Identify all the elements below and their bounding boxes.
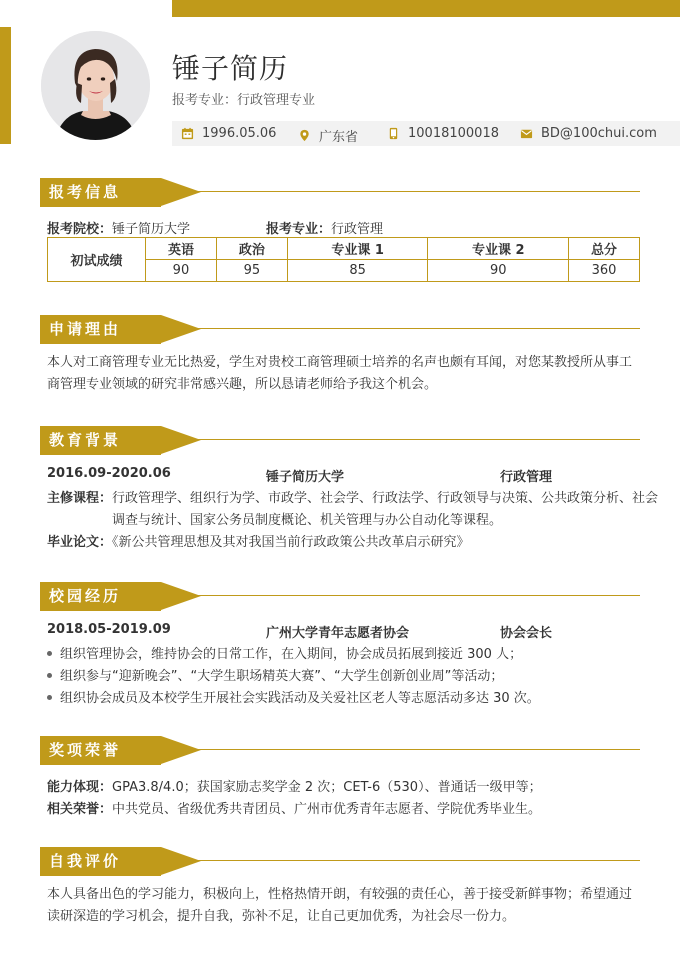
campus-org: 广州大学青年志愿者协会	[266, 626, 410, 641]
education-period: 2016.09-2020.06	[47, 466, 171, 481]
section-title: 校园经历	[40, 582, 161, 611]
score-header: 专业课 1	[287, 238, 428, 260]
section-header-education	[40, 426, 640, 455]
thesis-label: 毕业论文：	[47, 535, 113, 550]
section-arrow	[161, 178, 201, 206]
location-text: 广东省	[319, 130, 359, 145]
courses-text-2: 调查与统计、国家公务员制度概论、机关管理与办公自动化等课程。	[112, 513, 503, 528]
section-arrow	[161, 426, 201, 454]
thesis-title: 《新公共管理思想及其对我国当前行政政策公共改革启示研究》	[112, 535, 470, 550]
campus-bullet-text: 组织管理协会，维持协会的日常工作，在入期间，协会成员拓展到接近 300 人；	[60, 647, 523, 662]
section-arrow	[161, 582, 201, 610]
education-school: 锤子简历大学	[266, 470, 345, 485]
section-title: 报考信息	[40, 178, 161, 207]
score-header: 英语	[146, 238, 217, 260]
section-divider	[158, 860, 640, 861]
campus-bullet-text: 组织参与“迎新晚会”、“大学生职场精英大赛”、“大学生创新创业周”等活动；	[60, 669, 504, 684]
exam-major	[266, 218, 383, 237]
avatar	[41, 31, 150, 140]
bullet-icon	[47, 695, 52, 700]
section-divider	[158, 595, 640, 596]
campus-bullet-text: 组织协会成员及本校学生开展社会实践活动及关爱社区老人等志愿活动多达 30 次。	[60, 691, 540, 706]
left-accent-bar	[0, 27, 11, 144]
section-title: 教育背景	[40, 426, 161, 455]
exam-major-value: 行政管理	[331, 222, 384, 237]
section-divider	[158, 439, 640, 440]
courses-text-1: 行政管理学、组织行为学、市政学、社会学、行政法学、行政领导与决策、公共政策分析、社会	[112, 491, 659, 506]
section-arrow	[161, 736, 201, 764]
education-major: 行政管理	[500, 470, 553, 485]
contact-email	[520, 126, 657, 141]
exam-major-label: 报考专业：	[266, 222, 332, 237]
honors-ability	[47, 776, 542, 795]
phone-text: 10018100018	[408, 126, 499, 141]
phone-icon	[387, 127, 400, 140]
score-row-label: 初试成绩	[48, 238, 146, 282]
list-item	[47, 687, 540, 706]
score-value: 90	[428, 260, 569, 282]
birthday-text: 1996.05.06	[202, 126, 277, 141]
score-value: 90	[146, 260, 217, 282]
location-pin-icon	[298, 129, 311, 142]
intended-major: 报考专业：行政管理专业	[172, 93, 316, 108]
top-accent-bar	[172, 0, 680, 17]
score-value: 95	[216, 260, 287, 282]
thesis	[47, 531, 470, 550]
ability-text: GPA3.8/4.0；获国家励志奖学金 2 次；CET-6（530）、普通话一级甲等；	[112, 780, 542, 795]
list-item	[47, 665, 503, 684]
honors-list	[47, 798, 541, 817]
contact-bar	[172, 121, 680, 146]
contact-birthday	[181, 126, 276, 141]
contact-location	[298, 126, 358, 145]
section-header-honors	[40, 736, 640, 765]
score-value: 85	[287, 260, 428, 282]
exam-school-label: 报考院校：	[47, 222, 113, 237]
honor-label: 相关荣誉：	[47, 802, 113, 817]
contact-phone	[387, 126, 499, 141]
exam-school-value: 锤子简历大学	[112, 222, 191, 237]
calendar-icon	[181, 127, 194, 140]
campus-period: 2018.05-2019.09	[47, 622, 171, 637]
score-header-row	[48, 238, 640, 260]
bullet-icon	[47, 651, 52, 656]
section-title: 奖项荣誉	[40, 736, 161, 765]
portrait-image	[41, 31, 150, 140]
section-title: 申请理由	[40, 315, 161, 344]
list-item	[47, 643, 522, 662]
resume-name: 锤子简历	[172, 52, 289, 85]
section-header-reason	[40, 315, 640, 344]
ability-label: 能力体现：	[47, 780, 113, 795]
section-divider	[158, 328, 640, 329]
campus-role: 协会会长	[500, 626, 553, 641]
score-header: 政治	[216, 238, 287, 260]
section-header-self-eval	[40, 847, 640, 876]
courses-line-1	[47, 487, 658, 506]
score-header: 总分	[569, 238, 640, 260]
email-text: BD@100chui.com	[541, 126, 657, 141]
exam-school	[47, 218, 190, 237]
bullet-icon	[47, 673, 52, 678]
self-eval-text: 本人具备出色的学习能力，积极向上，性格热情开朗，有较强的责任心，善于接受新鲜事物；希望通过读研深造的学习机会，提升自我，弥补不足，让自己更加优秀，为社会尽一份力。	[47, 887, 633, 924]
score-header: 专业课 2	[428, 238, 569, 260]
section-title: 自我评价	[40, 847, 161, 876]
score-value: 360	[569, 260, 640, 282]
reason-text: 本人对工商管理专业无比热爱，学生对贵校工商管理硕士培养的名声也颇有耳闻，对您某教授所从事工商管理专业领域的研究非常感兴趣，所以恳请老师给予我这个机会。	[47, 355, 633, 392]
honor-text: 中共党员、省级优秀共青团员、广州市优秀青年志愿者、学院优秀毕业生。	[112, 802, 542, 817]
section-arrow	[161, 315, 201, 343]
section-divider	[158, 191, 640, 192]
score-table	[47, 237, 640, 282]
section-arrow	[161, 847, 201, 875]
section-header-campus	[40, 582, 640, 611]
section-header-exam-info	[40, 178, 640, 207]
section-divider	[158, 749, 640, 750]
courses-label: 主修课程：	[47, 491, 113, 506]
mail-icon	[520, 127, 533, 140]
